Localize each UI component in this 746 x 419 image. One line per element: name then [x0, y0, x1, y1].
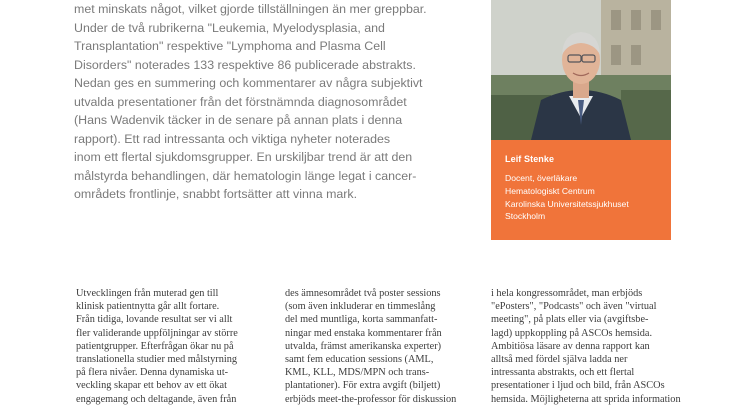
body-line: plantationer). För extra avgift (biljett): [285, 380, 441, 392]
intro-line: rapport). Ett rad intressanta och viktiga nyheter noterades: [74, 131, 391, 146]
body-line: (som även inkluderar en timmeslång: [285, 301, 436, 313]
body-line: ningar med enstaka kommentarer från: [285, 327, 442, 339]
intro-line: Disorders" noterades 133 respektive 86 publicerade abstrakts.: [74, 57, 416, 72]
intro-line: områdets frontlinje, snabbt fortsätter att vinna mark.: [74, 187, 358, 201]
body-line: erbjöds meet-the-professor för diskussion: [285, 393, 457, 405]
body-line: lagd) uppkoppling på ASCOs hemsida.: [491, 327, 653, 339]
body-line: KML, KLL, MDS/MPN och trans-: [285, 367, 430, 379]
intro-line: inom ett flertal sjukdomsgrupper. En urskiljbar trend är att den: [74, 150, 413, 164]
body-line: på flera nivåer. Denna dynamiska ut-: [76, 367, 229, 379]
author-line: Docent, överläkare: [505, 173, 578, 183]
body-line: Utvecklingen från muterad gen till: [76, 288, 219, 299]
body-line: hemsida. Möjligheterna att sprida information: [491, 393, 681, 405]
body-line: utvalda, främst amerikanska experter): [285, 340, 442, 352]
intro-line: Transplantation" respektive "Lymphoma and Plasma Cell: [74, 39, 386, 53]
portrait-illustration: [491, 0, 671, 140]
portrait-photo: [491, 0, 671, 140]
body-line: veckling skapar ett behov av ett ökat: [76, 380, 227, 392]
body-line: del med muntliga, korta sammanfatt-: [285, 314, 438, 326]
body-line: presentationer i ljud och bild, från ASCOs: [491, 380, 665, 392]
body-line: fler validerande uppföljningar av större: [76, 327, 238, 339]
author-line: Stockholm: [505, 211, 546, 222]
body-line: patientgrupper. Efterfrågan ökar nu på: [76, 340, 234, 352]
body-column-1: [76, 287, 272, 406]
intro-line: Under de två rubrikerna "Leukemia, Myelodysplasia, and: [74, 20, 385, 35]
body-line: des ämnesområdet två poster sessions: [285, 288, 441, 299]
body-line: translationella studier med målstyrning: [76, 354, 237, 366]
intro-text: [74, 0, 464, 204]
intro-line: Nedan ges en summering och kommentarer av några subjektivt: [74, 76, 423, 90]
body-line: meeting", på plats eller via (avgiftsbe-: [491, 314, 649, 326]
body-line: "ePosters", "Podcasts" och även "virtual: [491, 301, 657, 313]
body-column-2: [285, 287, 481, 406]
body-line: alltså med fördel själva ladda ner: [491, 354, 628, 366]
body-line: intressanta abstrakts, och ett flertal: [491, 367, 635, 379]
intro-line: utvalda presentationer från det förstnämnda diagnosområdet: [74, 94, 407, 109]
body-line: Ambitiösa läsare av denna rapport kan: [491, 340, 650, 352]
intro-line: met minskats något, vilket gjorde tillställningen än mer greppbar.: [74, 2, 427, 16]
body-line: Från tidiga, lovande resultat ser vi allt: [76, 314, 233, 326]
intro-line: målstyrda behandlingen, där hematologin länge legat i cancer-: [74, 168, 417, 183]
author-box: [491, 140, 671, 240]
body-column-3: [491, 287, 687, 406]
author-name: Leif Stenke: [505, 154, 555, 164]
intro-line: (Hans Wadenvik täcker in de senare på annan plats i denna: [74, 113, 403, 127]
body-line: engagemang och deltagande, även från: [76, 393, 237, 405]
author-line: Karolinska Universitetssjukhuset: [505, 198, 629, 209]
body-line: klinisk patientnytta går allt fortare.: [76, 301, 220, 313]
body-line: samt fem education sessions (AML,: [285, 354, 434, 366]
author-line: Hematologiskt Centrum: [505, 185, 595, 196]
body-line: i hela kongressområdet, man erbjöds: [491, 288, 643, 299]
